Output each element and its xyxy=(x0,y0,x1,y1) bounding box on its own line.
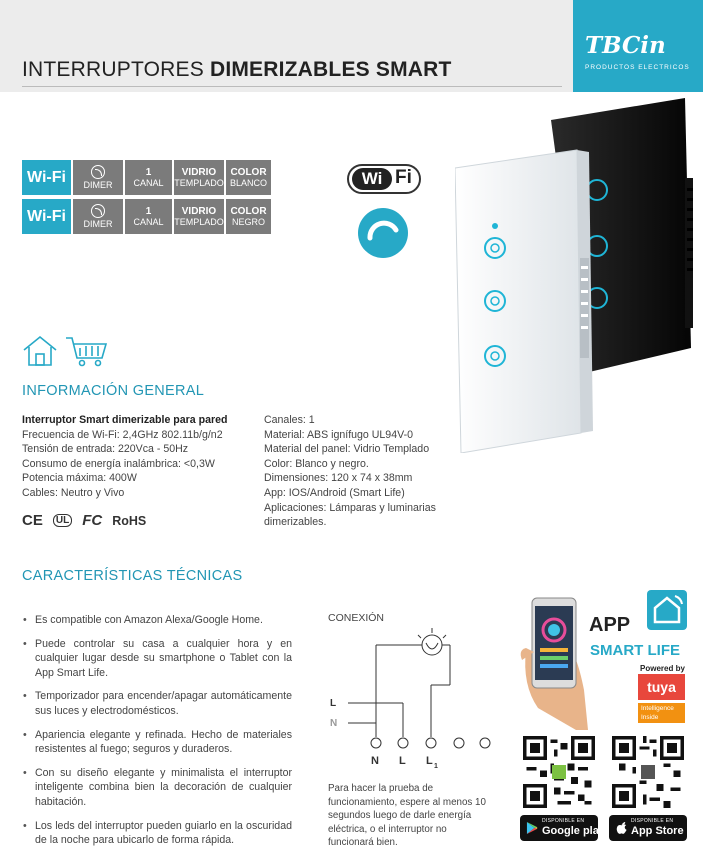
terminal-l-label: L xyxy=(399,755,406,767)
wifi-logo-wi: Wi xyxy=(352,168,392,190)
canal-number: 1 xyxy=(145,205,152,217)
line-l-label: L xyxy=(330,698,337,709)
ul-mark: UL xyxy=(53,514,72,527)
info-line: Frecuencia de Wi-Fi: 2,4GHz 802.11b/g/n2 xyxy=(22,428,223,441)
canal-number: 1 xyxy=(145,166,152,178)
page-title: INTERRUPTORES DIMERIZABLES SMART xyxy=(22,58,452,81)
vidrio-cell xyxy=(174,160,224,195)
vidrio-label: VIDRIO xyxy=(181,205,217,217)
vidrio-cell xyxy=(174,199,224,234)
dimer-label: DIMER xyxy=(83,219,113,229)
tuya-logo: tuya xyxy=(638,674,685,700)
color-cell xyxy=(226,160,271,195)
canal-label: CANAL xyxy=(133,216,164,227)
list-item: • Con su diseño elegante y minimalista el interruptor inteligente combina bien la decoración de cualquier habitación. xyxy=(22,766,292,810)
info-left-column xyxy=(22,413,252,501)
list-item: • Apariencia elegante y refinada. Hecho de materiales resistentes al fuego; seguros y duraderos. xyxy=(22,728,292,757)
terminal-l1-label: L xyxy=(426,755,433,767)
info-line: Material del panel: Vidrio Templado xyxy=(264,443,430,456)
dimer-cell xyxy=(73,199,123,234)
qr-code-ios[interactable] xyxy=(612,736,684,808)
list-item: • Los leds del interruptor pueden guiarlo en la oscuridad de la noche para ubicarlo de forma rápida. xyxy=(22,819,292,848)
wifi-logo xyxy=(347,164,421,194)
wiring-diagram xyxy=(318,625,498,775)
wifi-cell: Wi-Fi xyxy=(22,199,71,234)
cart-icon xyxy=(66,338,106,366)
color-cell xyxy=(226,199,271,234)
terminal-l1-sub: 1 xyxy=(434,763,438,770)
color-label: COLOR xyxy=(230,166,267,178)
canal-label: CANAL xyxy=(133,177,164,188)
smart-life-home-icon xyxy=(647,590,687,630)
info-line: Dimensiones: 120 x 74 x 38mm xyxy=(264,472,413,485)
store-name: App Store xyxy=(631,825,684,837)
spec-row-black xyxy=(22,199,271,234)
templado-label: TEMPLADO xyxy=(174,216,224,227)
terminal-n-label: N xyxy=(371,755,379,767)
section-title-tech: CARACTERÍSTICAS TÉCNICAS xyxy=(22,568,243,584)
rohs-mark: RoHS xyxy=(112,513,147,528)
brand-name: TBCin xyxy=(585,32,666,59)
info-line: Aplicaciones: Lámparas y luminarias xyxy=(264,501,436,514)
canal-cell xyxy=(125,160,172,195)
info-line: Canales: 1 xyxy=(264,414,315,426)
info-line: Potencia máxima: 400W xyxy=(22,472,137,485)
home-icon xyxy=(24,337,56,365)
section-title-info: INFORMACIÓN GENERAL xyxy=(22,383,205,399)
brand-logo xyxy=(573,0,703,92)
product-photo xyxy=(455,98,700,453)
fc-mark: FC xyxy=(82,512,103,529)
dimer-label: DIMER xyxy=(83,180,113,190)
dimer-cell xyxy=(73,160,123,195)
dimmer-icon xyxy=(358,208,408,258)
color-value: BLANCO xyxy=(229,177,267,188)
info-line: Color: Blanco y negro. xyxy=(264,457,369,470)
list-item: • Es compatible con Amazon Alexa/Google Home. xyxy=(22,613,292,628)
spec-row-white xyxy=(22,160,271,195)
intel-line-1: Intelligence xyxy=(641,705,674,712)
info-line: Cables: Neutro y Vivo xyxy=(22,486,125,499)
info-right-column xyxy=(264,413,454,530)
templado-label: TEMPLADO xyxy=(174,177,224,188)
info-line: Consumo de energía inalámbrica: <0,3W xyxy=(22,457,215,470)
info-line: Material: ABS ignífugo UL94V-0 xyxy=(264,428,413,441)
app-title: APP xyxy=(589,614,631,636)
google-play-badge[interactable] xyxy=(520,815,605,841)
canal-cell xyxy=(125,199,172,234)
intel-line-2: Inside xyxy=(641,714,659,721)
wifi-logo-fi: Fi xyxy=(395,167,412,188)
intelligence-inside-badge xyxy=(638,703,685,723)
list-item: • Temporizador para encender/apagar automáticamente sus luces y electrodomésticos. xyxy=(22,689,292,718)
app-name: SMART LIFE xyxy=(590,642,680,659)
color-label: COLOR xyxy=(230,205,267,217)
dimmer-icon xyxy=(91,204,105,218)
connection-title: CONEXIÓN xyxy=(328,612,385,624)
wifi-cell: Wi-Fi xyxy=(22,160,71,195)
app-store-badge[interactable] xyxy=(609,815,687,841)
home-cart-icons xyxy=(22,334,112,368)
info-line: dimerizables. xyxy=(264,516,327,529)
color-value: NEGRO xyxy=(231,216,265,227)
list-item: • Puede controlar su casa a cualquier hora y en cualquier lugar desde su smartphone o Tablet con la App Smart Life. xyxy=(22,637,292,681)
store-name: Google play xyxy=(542,825,605,837)
powered-by-label: Powered by xyxy=(640,664,685,673)
features-list xyxy=(22,613,292,857)
line-n-label: N xyxy=(330,718,338,729)
connection-note: Para hacer la prueba de funcionamiento, espere al menos 10 segundos luego de darle energía eléctrica, o el interruptor no funcionará bien. xyxy=(328,783,486,848)
apple-icon xyxy=(615,821,628,835)
brand-tagline: PRODUCTOS ELECTRICOS xyxy=(585,64,690,71)
header-divider xyxy=(22,86,562,87)
store-small-label: DISPONIBLE EN xyxy=(631,818,674,824)
ce-mark: CE xyxy=(22,512,43,529)
info-heading: Interruptor Smart dimerizable para pared xyxy=(22,414,228,426)
info-line: Tensión de entrada: 220Vca - 50Hz xyxy=(22,443,189,456)
google-play-icon xyxy=(526,821,539,835)
dimmer-icon xyxy=(91,165,105,179)
info-line: App: IOS/Android (Smart Life) xyxy=(264,486,405,499)
certification-logos xyxy=(22,512,146,529)
store-small-label: DISPONIBLE EN xyxy=(542,818,585,824)
qr-code-android[interactable] xyxy=(523,736,595,808)
vidrio-label: VIDRIO xyxy=(181,166,217,178)
